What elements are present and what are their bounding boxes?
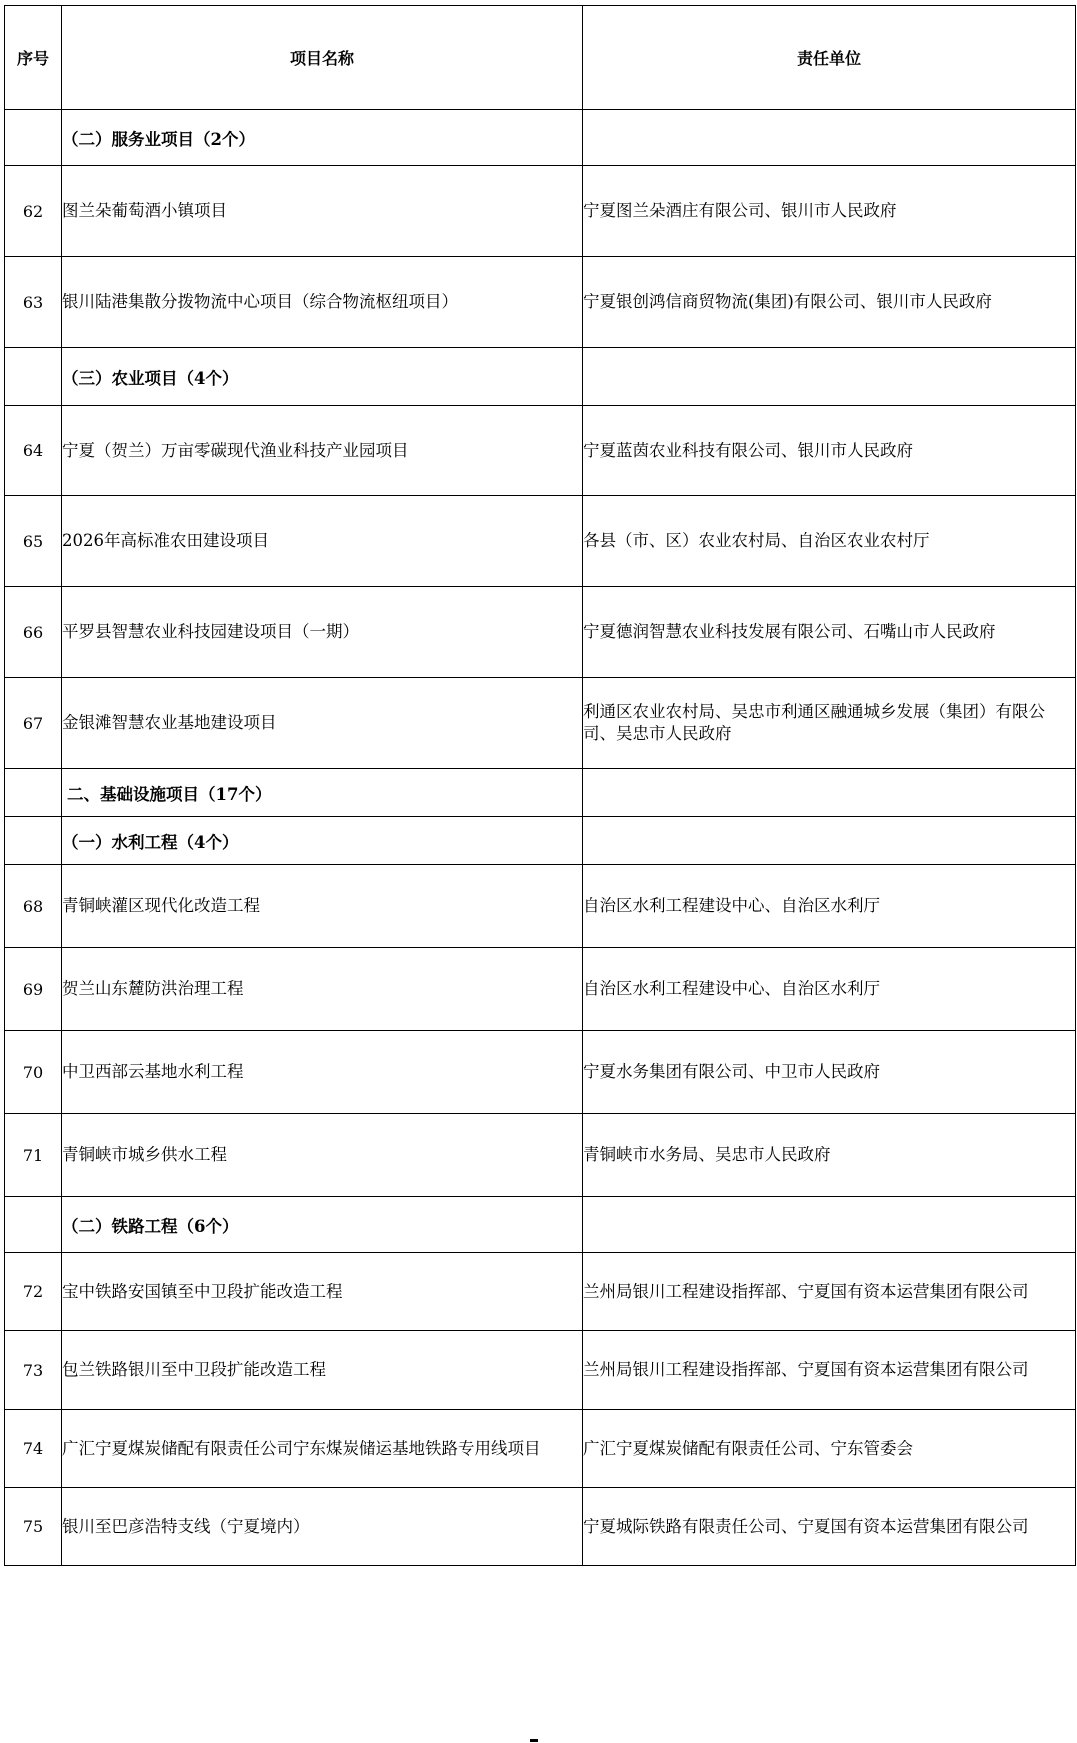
- table-row: [5, 496, 1076, 587]
- row-responsible-unit: 宁夏德润智慧农业科技发展有限公司、石嘴山市人民政府: [583, 587, 1076, 678]
- row-no: 74: [5, 1410, 62, 1488]
- row-responsible-unit: 宁夏水务集团有限公司、中卫市人民政府: [583, 1031, 1076, 1114]
- table-row: [5, 678, 1076, 769]
- table-row: [5, 406, 1076, 496]
- table-row: [5, 1114, 1076, 1197]
- section-title: 二、基础设施项目（17个）: [62, 769, 583, 817]
- table-row: [5, 1253, 1076, 1331]
- section-row: [5, 769, 1076, 817]
- section-title: （二）铁路工程（6个）: [62, 1197, 583, 1253]
- section-no-cell: [5, 1197, 62, 1253]
- project-table: [4, 5, 1076, 1566]
- section-no-cell: [5, 348, 62, 406]
- row-no: 69: [5, 948, 62, 1031]
- row-no: 67: [5, 678, 62, 769]
- table-row: [5, 257, 1076, 348]
- row-no: 68: [5, 865, 62, 948]
- section-no-cell: [5, 110, 62, 166]
- row-project-name: 包兰铁路银川至中卫段扩能改造工程: [62, 1331, 583, 1410]
- row-project-name: 青铜峡灌区现代化改造工程: [62, 865, 583, 948]
- row-responsible-unit: 自治区水利工程建设中心、自治区水利厅: [583, 948, 1076, 1031]
- table-row: [5, 166, 1076, 257]
- row-no: 66: [5, 587, 62, 678]
- row-project-name: 宝中铁路安国镇至中卫段扩能改造工程: [62, 1253, 583, 1331]
- row-responsible-unit: 兰州局银川工程建设指挥部、宁夏国有资本运营集团有限公司: [583, 1253, 1076, 1331]
- row-no: 75: [5, 1488, 62, 1566]
- row-no: 70: [5, 1031, 62, 1114]
- table-row: [5, 1488, 1076, 1566]
- row-no: 63: [5, 257, 62, 348]
- row-responsible-unit: 自治区水利工程建设中心、自治区水利厅: [583, 865, 1076, 948]
- table-row: [5, 948, 1076, 1031]
- table-row: [5, 1410, 1076, 1488]
- table-row: [5, 587, 1076, 678]
- section-row: [5, 110, 1076, 166]
- table-row: [5, 865, 1076, 948]
- row-project-name: 图兰朵葡萄酒小镇项目: [62, 166, 583, 257]
- row-responsible-unit: 宁夏蓝茵农业科技有限公司、银川市人民政府: [583, 406, 1076, 496]
- row-responsible-unit: 宁夏城际铁路有限责任公司、宁夏国有资本运营集团有限公司: [583, 1488, 1076, 1566]
- row-responsible-unit: 宁夏图兰朵酒庄有限公司、银川市人民政府: [583, 166, 1076, 257]
- row-responsible-unit: 利通区农业农村局、吴忠市利通区融通城乡发展（集团）有限公司、吴忠市人民政府: [583, 678, 1076, 769]
- section-title: （三）农业项目（4个）: [62, 348, 583, 406]
- table-row: [5, 1031, 1076, 1114]
- section-row: [5, 348, 1076, 406]
- row-responsible-unit: 广汇宁夏煤炭储配有限责任公司、宁东管委会: [583, 1410, 1076, 1488]
- row-project-name: 银川陆港集散分拨物流中心项目（综合物流枢纽项目）: [62, 257, 583, 348]
- row-responsible-unit: 各县（市、区）农业农村局、自治区农业农村厅: [583, 496, 1076, 587]
- header-row: [5, 6, 1076, 110]
- row-project-name: 2026年高标准农田建设项目: [62, 496, 583, 587]
- section-unit-cell: [583, 348, 1076, 406]
- section-unit-cell: [583, 817, 1076, 865]
- header-no: 序号: [5, 6, 62, 110]
- row-project-name: 宁夏（贺兰）万亩零碳现代渔业科技产业园项目: [62, 406, 583, 496]
- row-responsible-unit: 兰州局银川工程建设指挥部、宁夏国有资本运营集团有限公司: [583, 1331, 1076, 1410]
- row-responsible-unit: 宁夏银创鸿信商贸物流(集团)有限公司、银川市人民政府: [583, 257, 1076, 348]
- row-no: 71: [5, 1114, 62, 1197]
- row-no: 65: [5, 496, 62, 587]
- row-responsible-unit: 青铜峡市水务局、吴忠市人民政府: [583, 1114, 1076, 1197]
- row-project-name: 平罗县智慧农业科技园建设项目（一期）: [62, 587, 583, 678]
- section-row: [5, 1197, 1076, 1253]
- row-no: 64: [5, 406, 62, 496]
- header-unit: 责任单位: [583, 6, 1076, 110]
- section-unit-cell: [583, 1197, 1076, 1253]
- row-no: 72: [5, 1253, 62, 1331]
- row-project-name: 贺兰山东麓防洪治理工程: [62, 948, 583, 1031]
- row-no: 62: [5, 166, 62, 257]
- header-name: 项目名称: [62, 6, 583, 110]
- page-edge-mark: [530, 1739, 538, 1742]
- row-project-name: 银川至巴彦浩特支线（宁夏境内）: [62, 1488, 583, 1566]
- section-no-cell: [5, 817, 62, 865]
- row-project-name: 广汇宁夏煤炭储配有限责任公司宁东煤炭储运基地铁路专用线项目: [62, 1410, 583, 1488]
- row-project-name: 金银滩智慧农业基地建设项目: [62, 678, 583, 769]
- section-unit-cell: [583, 110, 1076, 166]
- section-unit-cell: [583, 769, 1076, 817]
- section-title: （一）水利工程（4个）: [62, 817, 583, 865]
- row-project-name: 青铜峡市城乡供水工程: [62, 1114, 583, 1197]
- row-project-name: 中卫西部云基地水利工程: [62, 1031, 583, 1114]
- row-no: 73: [5, 1331, 62, 1410]
- table-row: [5, 1331, 1076, 1410]
- section-title: （二）服务业项目（2个）: [62, 110, 583, 166]
- section-no-cell: [5, 769, 62, 817]
- section-row: [5, 817, 1076, 865]
